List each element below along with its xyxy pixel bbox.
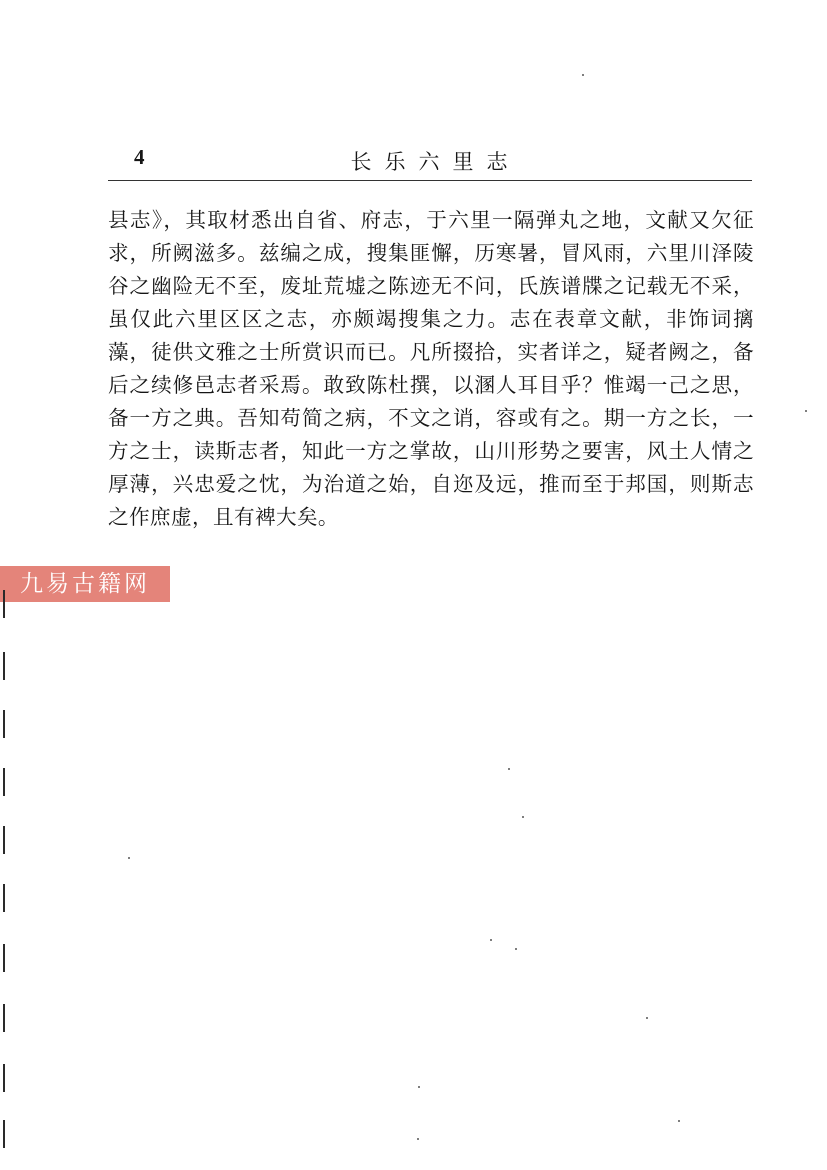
body-paragraph: 县志》，其取材悉出自省、府志，于六里一隔弹丸之地，文献又欠征求，所阙滋多。兹编之成，搜集匪懈，历寒暑，冒风雨，六里川泽陵谷之幽险无不至，废址荒墟之陈迹无不问，氏族谱牒之记载无不采，虽仅此六里区区之志，亦颇竭搜集之力。志在表章文献，非饰词摛藻，徒供文雅之士所赏识而已。凡所掇拾，实者详之，疑者阙之，备后之续修邑志者采焉。敢致陈杜撰，以溷人耳目乎？惟竭一己之思，备一方之典。吾知苟简之病，不文之诮，容或有之。期一方之长，一方之士，读斯志者，知此一方之掌故，山川形势之要害，风土人情之厚薄，兴忠爱之忱，为治道之始，自迩及远，推而至于邦国，则斯志之作庶虚，且有裨大矣。	[108, 208, 754, 529]
header-rule	[108, 180, 752, 181]
running-title: 长乐六里志	[350, 150, 521, 174]
page-header	[108, 143, 750, 177]
page-number: 4	[134, 145, 145, 169]
scan-edge-marks	[3, 590, 5, 1150]
watermark-badge: 九易古籍网	[0, 566, 170, 602]
